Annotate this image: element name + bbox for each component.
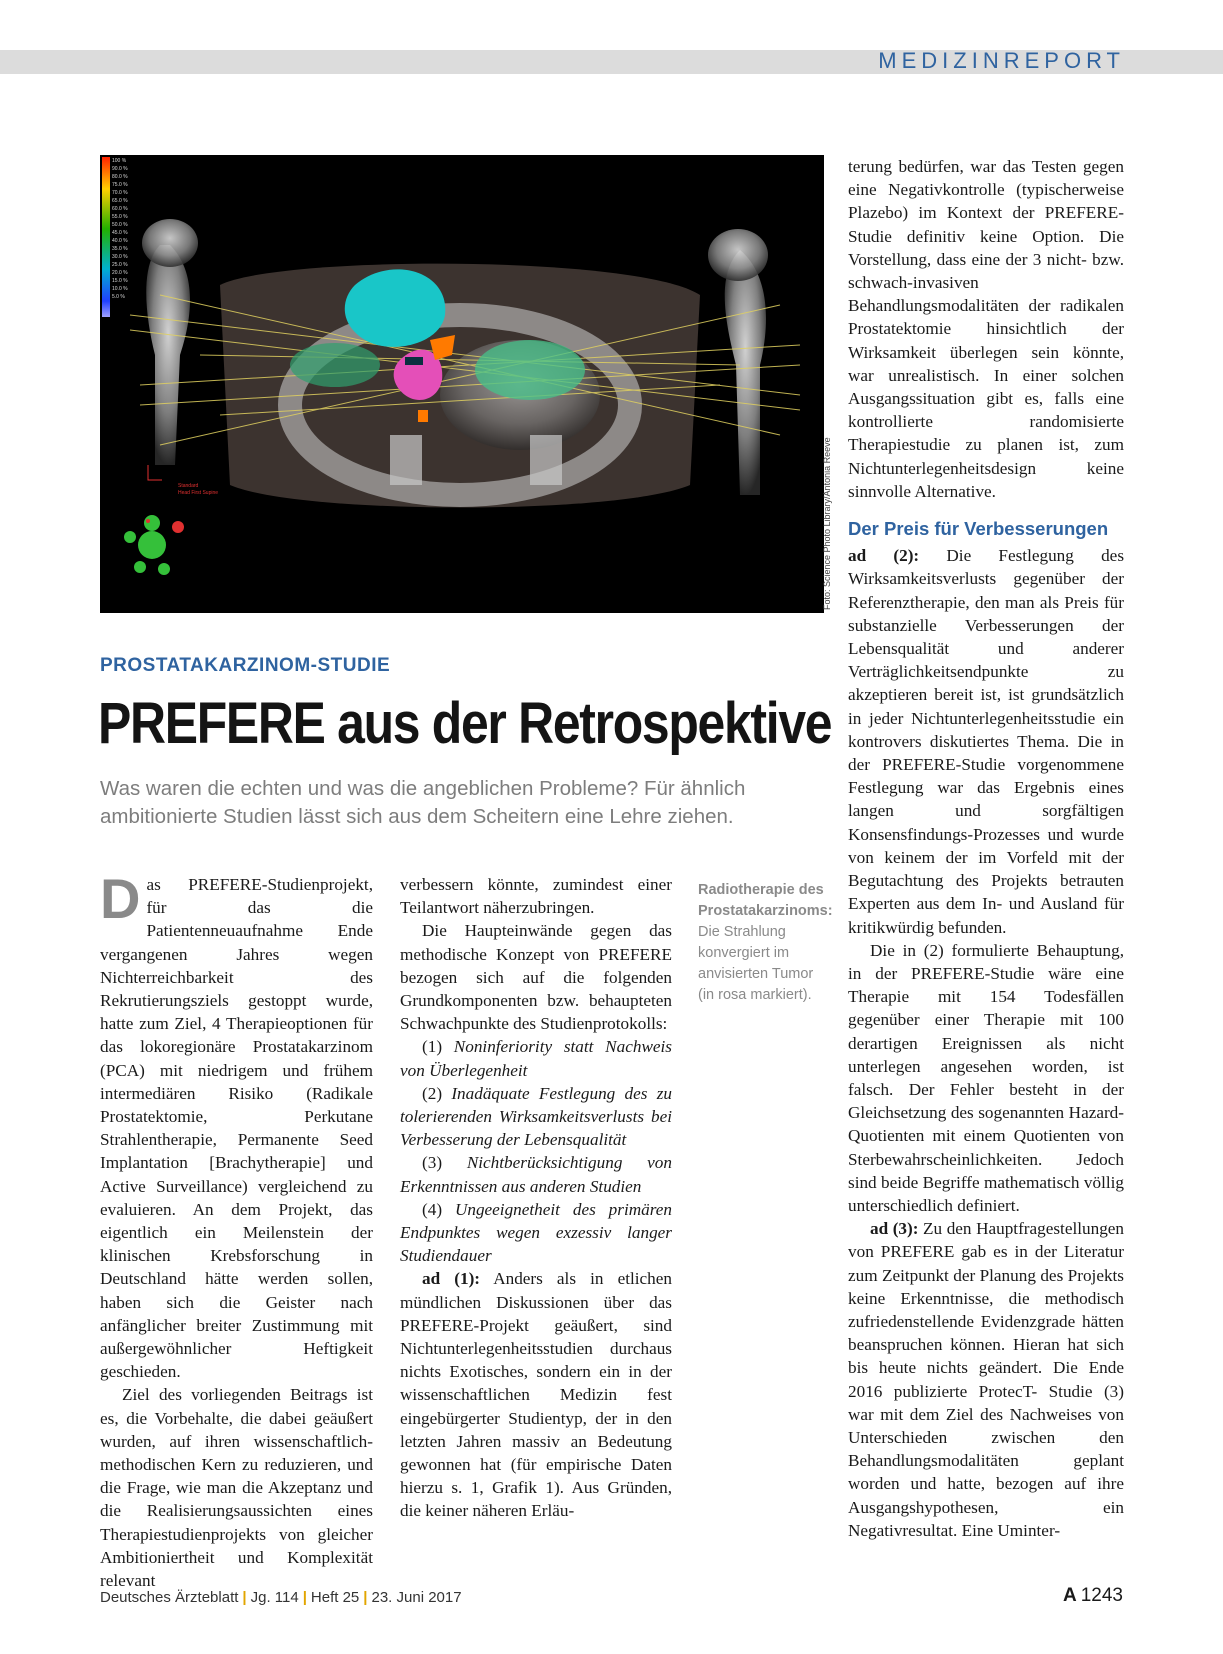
column-2: [400, 873, 672, 1523]
svg-text:100 %: 100 %: [112, 158, 127, 164]
drop-cap: D: [100, 867, 141, 930]
subheading: Der Preis für Verbesserungen: [848, 518, 1109, 540]
svg-text:50.0 %: 50.0 %: [112, 222, 128, 228]
paragraph: Die in (2) formulierte Behauptung, in der PREFERE-Studie wäre eine Therapie mit 154 Todesfällen gegenüber einer Therapie mit 100 derartigen Ereignissen als nicht unterlegen angesehen worden, ist falsch. Der Fehler besteht in der Gleichsetzung des sogenannten Hazard-Quotienten mit einem Quotienten von Sterbewahrscheinlichkeiten. Jedoch sind beide Begriffe mathematisch völlig unterschiedlich definiert.: [848, 940, 1124, 1215]
objection-item-3: (3) Nichtberücksichtigung von Erkenntnissen aus anderen Studien: [400, 1153, 672, 1196]
caption-text: Die Strahlung konvergiert im anvisierten Tumor (in rosa markiert).: [698, 924, 814, 1003]
objection-item-4: (4) Ungeeignetheit des primären Endpunktes wegen exzessiv langer Studiendauer: [400, 1199, 672, 1266]
position-label-standard: Standard: [178, 483, 199, 489]
position-label-supine: Head First Supine: [178, 490, 219, 496]
kicker: PROSTATAKARZINOM-STUDIE: [100, 655, 391, 676]
paragraph: verbessern könnte, zumindest einer Teilantwort näherzubringen.: [400, 875, 672, 918]
paragraph-ad1: ad (1): Anders als in etlichen mündlichen Diskussionen über das PREFERE-Projekt geäußert, sind Nichtunterlegenheitsstudien durchaus nichts Exotisches, sondern ein in der wissenschaftlichen Medizin fest eingebürgerter Studientyp, der in den letzten Jahren massiv an Bedeutung gewonnen hat (für empirische Daten hierzu s. 1, Grafik 1). Aus Gründen, die keiner näheren Erläu-: [400, 1269, 672, 1521]
article-title: PREFERE aus der Retrospektive: [98, 691, 832, 756]
objection-item-1: (1) Noninferiority statt Nachweis von Überlegenheit: [400, 1037, 672, 1080]
paragraph: Das PREFERE-Studienprojekt, für das die Patientenneuaufnahme Ende vergangenen Jahres wegen Nichterreichbarkeit des Rekrutierungsziels gestoppt wurde, hatte zum Ziel, 4 Therapieoptionen für das lokoregionäre Prostatakarzinom (PCA) mit niedrigem und frühem intermediären Risiko (Radikale Prostatektomie, Perkutane Strahlentherapie, Permanente Seed Implantation [Brachytherapie] und Active Surveillance) vergleichend zu evaluieren. An dem Projekt, das eigentlich ein Meilenstein der klinischen Krebsforschung in Deutschland hätte werden sollen, haben sich die Geister nach anfänglicher breiter Zustimmung mit außergewöhnlicher Heftigkeit geschieden.: [100, 867, 373, 1382]
caption-heading: Radiotherapie des Prostatakarzinoms:: [698, 882, 833, 919]
lead-paragraph: Was waren die echten und was die angeblichen Probleme? Für ähnlich ambitionierte Studien lässt sich aus dem Scheitern eine Lehre ziehen.: [100, 777, 746, 828]
svg-text:80.0 %: 80.0 %: [112, 174, 128, 180]
hero-image: [100, 155, 824, 613]
svg-text:55.0 %: 55.0 %: [112, 214, 128, 220]
paragraph-ad3: ad (3): Zu den Hauptfragestellungen von PREFERE gab es in der Literatur zum Zeitpunkt der Planung des Projekts keine Erkenntnisse, die methodisch zufriedenstellende Evidenzgrade hätten beanspruchen können. Hieran hat sich bis heute nichts geändert. Die Ende 2016 publizierte ProtecT- Studie (3) war mit dem Ziel des Nachweises von Unterschieden zwischen den Behandlungsmodalitäten geplant worden und hatte, bezogen auf ihre Ausgangshypothesen, ein Negativresultat. Eine Uminter-: [848, 1219, 1125, 1540]
radiotherapy-visualization: [100, 155, 824, 613]
objection-item-2: (2) Inadäquate Festlegung des zu tolerierenden Wirksamkeitsverlusts bei Verbesserung der Lebensqualität: [400, 1083, 672, 1150]
photo-credit: Foto: Science Photo Library/Antonia Reeve: [822, 437, 832, 610]
column-3: [848, 155, 1124, 1542]
svg-text:10.0 %: 10.0 %: [112, 286, 128, 292]
volume: Jg. 114: [250, 1589, 299, 1606]
ring-structure: [475, 340, 585, 400]
paragraph-ad2: ad (2): Die Festlegung des Wirksamkeitsverlusts gegenüber der Referenztherapie, den man als Preis für substanzielle Verbesserungen der Lebensqualität und anderer Verträglichkeitsendpunkte zu akzeptieren bereit ist, ist grundsätzlich in jeder Nichtunterlegenheitsstudie ein kontrovers diskutiertes Thema. Die in der PREFERE-Studie vorgenommene Festlegung war das Ergebnis eines langen und sorgfältigen Konsensfindungs-Prozesses und wurde von keinem der im Vorfeld mit der Begutachtung des Projekts betrauten Experten aus dem In- und Ausland für kritikwürdig befunden.: [848, 546, 1125, 937]
paragraph: terung bedürfen, war das Testen gegen eine Negativkontrolle (typischerweise Plazebo) im Kontext der PREFERE-Studie definitiv keine Option. Die Vorstellung, dass eine der 3 nicht- bzw. schwach-invasiven Behandlungsmodalitäten der radikalen Prostatektomie hinsichtlich der Wirksamkeit überlegen sein könnte, war unrealistisch. In einer solchen Ausgangssituation gibt es, falls eine kontrollierte randomisierte Therapiestudie zu planen ist, zum Nichtunterlegenheitsdesign keine sinnvolle Alternative.: [848, 157, 1124, 501]
date: 23. Juni 2017: [371, 1589, 462, 1606]
issue: Heft 25: [310, 1589, 360, 1606]
image-caption: [698, 880, 833, 1006]
page-number: A 1243: [1062, 1585, 1123, 1606]
column-1: [100, 867, 373, 1592]
dose-scale-bar: [102, 157, 110, 317]
section-label: MEDIZINREPORT: [878, 48, 1125, 73]
svg-text:35.0 %: 35.0 %: [112, 246, 128, 252]
svg-text:40.0 %: 40.0 %: [112, 238, 128, 244]
svg-text:5.0 %: 5.0 %: [112, 294, 125, 300]
journal-name: Deutsches Ärzteblatt: [100, 1589, 239, 1606]
paragraph: Ziel des vorliegenden Beitrags ist es, die Vorbehalte, die dabei geäußert wurden, auf ihren wissenschaftlich-methodischen Kern zu reduzieren, und die Frage, wie man die Akzeptanz und die Realisierungsaussichten eines Therapiestudienprojekts von gleicher Ambitioniertheit und Komplexität relevant: [100, 1385, 373, 1591]
footer-citation: Deutsches Ärzteblatt | Jg. 114 | Heft 25 | 23. Juni 2017: [100, 1589, 462, 1606]
svg-text:75.0 %: 75.0 %: [112, 182, 128, 188]
svg-text:20.0 %: 20.0 %: [112, 270, 128, 276]
svg-text:25.0 %: 25.0 %: [112, 262, 128, 268]
svg-text:90.0 %: 90.0 %: [112, 166, 128, 172]
svg-text:45.0 %: 45.0 %: [112, 230, 128, 236]
svg-text:30.0 %: 30.0 %: [112, 254, 128, 260]
svg-text:70.0 %: 70.0 %: [112, 190, 128, 196]
svg-text:60.0 %: 60.0 %: [112, 206, 128, 212]
paragraph: Die Haupteinwände gegen das methodische Konzept von PREFERE bezogen sich auf die folgenden Grundkomponenten bzw. behaupteten Schwachpunkte des Studienprotokolls:: [400, 921, 672, 1034]
svg-text:15.0 %: 15.0 %: [112, 278, 128, 284]
svg-text:65.0 %: 65.0 %: [112, 198, 128, 204]
